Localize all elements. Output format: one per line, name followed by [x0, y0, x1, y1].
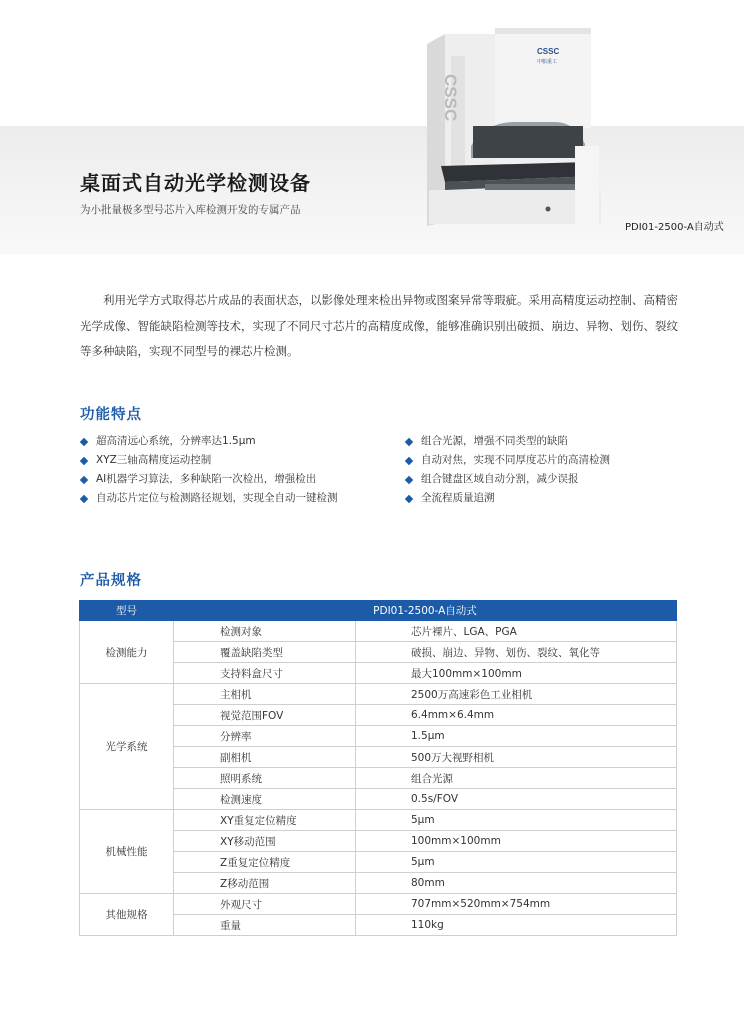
- diamond-bullet-icon: [405, 494, 413, 502]
- spec-param: 副相机: [174, 747, 356, 768]
- spec-value: 最大100mm×100mm: [356, 663, 677, 684]
- spec-param: Z重复定位精度: [174, 852, 356, 873]
- spec-value: 破损、崩边、异物、划伤、裂纹、氧化等: [356, 642, 677, 663]
- spec-value: 80mm: [356, 873, 677, 894]
- spec-value: 5μm: [356, 852, 677, 873]
- spec-value: 1.5μm: [356, 726, 677, 747]
- spec-table: [79, 600, 677, 936]
- features-left-column: [80, 432, 405, 508]
- table-row: [80, 894, 677, 915]
- diamond-bullet-icon: [405, 456, 413, 464]
- diamond-bullet-icon: [80, 437, 88, 445]
- spec-category: 光学系统: [80, 684, 174, 810]
- spec-param: 主相机: [174, 684, 356, 705]
- spec-param: XY重复定位精度: [174, 810, 356, 831]
- page-subtitle: 为小批量极多型号芯片入库检测开发的专属产品: [80, 204, 301, 216]
- machine-side-logo: CSSC: [441, 74, 460, 122]
- spec-param: 外观尺寸: [174, 894, 356, 915]
- feature-item: AI机器学习算法，多种缺陷一次检出，增强检出: [80, 470, 405, 489]
- spec-value: 100mm×100mm: [356, 831, 677, 852]
- spec-value: 组合光源: [356, 768, 677, 789]
- spec-category: 其他规格: [80, 894, 174, 936]
- spec-param: XY移动范围: [174, 831, 356, 852]
- diamond-bullet-icon: [405, 475, 413, 483]
- spec-param: 重量: [174, 915, 356, 936]
- spec-value: 芯片裸片、LGA、PGA: [356, 621, 677, 642]
- feature-item: 组合光源，增强不同类型的缺陷: [405, 432, 610, 451]
- model-caption: PDI01-2500-A自动式: [625, 222, 724, 233]
- feature-item: XYZ三轴高精度运动控制: [80, 451, 405, 470]
- spec-param: Z移动范围: [174, 873, 356, 894]
- features-right-column: [405, 432, 610, 508]
- table-row: [80, 684, 677, 705]
- spec-param: 视觉范围FOV: [174, 705, 356, 726]
- spec-param: 支持料盒尺寸: [174, 663, 356, 684]
- table-row: [80, 621, 677, 642]
- diamond-bullet-icon: [80, 475, 88, 483]
- diamond-bullet-icon: [405, 437, 413, 445]
- feature-item: 超高清远心系统，分辨率达1.5μm: [80, 432, 405, 451]
- spec-value: 5μm: [356, 810, 677, 831]
- feature-item: 全流程质量追溯: [405, 489, 610, 508]
- spec-value: 707mm×520mm×754mm: [356, 894, 677, 915]
- features-title: 功能特点: [80, 407, 142, 423]
- features-list: [80, 432, 680, 508]
- spec-header-row: [80, 601, 677, 621]
- spec-param: 照明系统: [174, 768, 356, 789]
- feature-item: 自动芯片定位与检测路径规划，实现全自动一键检测: [80, 489, 405, 508]
- intro-paragraph: 利用光学方式取得芯片成品的表面状态，以影像处理来检出异物或图案异常等瑕疵。采用高精度运动控制、高精密光学成像、智能缺陷检测等技术，实现了不同尺寸芯片的高精度成像，能够准确识别出破损、崩边、异物、划伤、裂纹等多种缺陷，实现不同型号的裸芯片检测。: [80, 293, 678, 358]
- spec-value: 2500万高速彩色工业相机: [356, 684, 677, 705]
- diamond-bullet-icon: [80, 456, 88, 464]
- inspection-machine-illustration: [425, 26, 625, 236]
- spec-value: 6.4mm×6.4mm: [356, 705, 677, 726]
- spec-value: 110kg: [356, 915, 677, 936]
- spec-header-value: PDI01-2500-A自动式: [174, 601, 677, 621]
- spec-header-label: 型号: [80, 601, 174, 621]
- feature-item: 自动对焦，实现不同厚度芯片的高清检测: [405, 451, 610, 470]
- spec-value: 0.5s/FOV: [356, 789, 677, 810]
- specs-title: 产品规格: [80, 573, 142, 589]
- spec-param: 覆盖缺陷类型: [174, 642, 356, 663]
- diamond-bullet-icon: [80, 494, 88, 502]
- spec-param: 检测对象: [174, 621, 356, 642]
- spec-category: 检测能力: [80, 621, 174, 684]
- machine-front-logo: CSSC: [537, 47, 560, 56]
- spec-category: 机械性能: [80, 810, 174, 894]
- spec-param: 检测速度: [174, 789, 356, 810]
- machine-front-logo-sub: 中船重工: [537, 59, 558, 65]
- spec-param: 分辨率: [174, 726, 356, 747]
- spec-value: 500万大视野相机: [356, 747, 677, 768]
- table-row: [80, 810, 677, 831]
- page-title: 桌面式自动光学检测设备: [80, 171, 311, 195]
- feature-item: 组合键盘区域自动分割，减少误报: [405, 470, 610, 489]
